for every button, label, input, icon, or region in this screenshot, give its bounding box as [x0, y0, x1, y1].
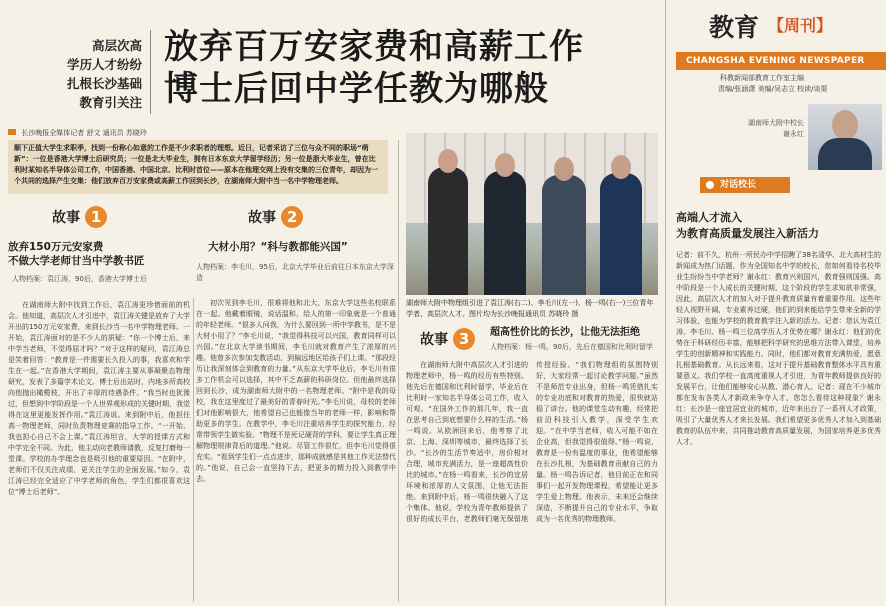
person-1 [428, 167, 468, 295]
principal-body [818, 138, 872, 170]
column-divider-2 [398, 140, 399, 602]
story2-body: 初次见到李毛川，很难将他和北大、东京大学这些名校联系在一起。他戴着眼镜，说话温和，给人的第一印象就是一个普通的年轻老师。“很多人问我，为什么要回到一所中学教书，是不是大材小用了？”李毛川说，“我觉得科技可以兴国，教育同样可以兴国。”在北京大学读书期间，李毛川就对教育产生了浓厚的兴趣。他曾多次参加支教活动，到偏远地区给孩子们上课。“那段经历让我深刻体会到教育的力量。”从东京大学毕业后，李毛川有很多工作机会可以选择，其中不乏高薪的科研岗位。但他最终选择回到长沙，成为湖南师大附中的一名物理老师。“附中是我的母校，我在这里度过了最美好的青春时光。”李毛川说，母校的老师们对他影响很大，他希望自己也能像当年的老师一样，影响和帮助更多的学生。在教学中，李毛川注重培养学生的探究能力，经常带领学生做实验。“物理不是死记硬背的学科，要让学生真正理解物理规律背后的道理。”他说。尽管工作很忙，但李毛川觉得很充实。“看到学生们一点点进步，那种成就感是其他工作无法替代的。”他说，自己会一直坚持下去，把更多的精力投入到教学中去。 [196, 299, 396, 483]
right-column-divider [665, 0, 666, 606]
story2-profile: 人物档案：李毛川，95后，北京大学毕业后前往日本东京大学深造 [196, 263, 394, 282]
person-3 [542, 175, 586, 295]
story3-title: 超高性价比的长沙，让他无法拒绝 [490, 327, 640, 338]
story1-number-badge: 1 [85, 206, 107, 228]
main-headline: 放弃百万安家费和高薪工作 博士后回中学任教为哪般 [164, 27, 584, 109]
story3-number-badge: 3 [453, 328, 475, 350]
dialogue-label: 对话校长 [700, 177, 790, 193]
group-photo [406, 133, 658, 295]
dialogue-icon [706, 181, 714, 189]
masthead-credits-1: 科教新闻部教育工作室主编 [720, 74, 804, 82]
story2-header: 故事 2 [248, 206, 303, 228]
intro-box: 顺下正值大学生求职季，找到一份称心如意的工作是不少求职者的理想。近日，记者采访了三位与众不同的职场“萌新”：一位是香港大学博士后研究员；一位是北大毕业生，拥有日本东京大学留学经历；另一位是浙大毕业生，曾在比利时某知名半导体公司工作，中国香港、中国北京、比利时首位——原本在他理交网上没有交集的三位青年，却因为一个共同的选择产生交集：他们放弃百万安家费或高薪工作回到长沙，在湖南师大附中当一名中学物理老师。 [8, 140, 388, 194]
story2-number-badge: 2 [281, 206, 303, 228]
story1-title: 放弃150万元安家费 不做大学老师甘当中学教书匠 [8, 241, 145, 267]
masthead-weekly: 【周刊】 [768, 16, 833, 35]
masthead-credits-2: 责编/张涵潇 美编/吴志立 校读/谈渠 [718, 85, 828, 93]
photo-caption: 湖南师大附中物理组引进了袁江涛(右二)、李毛川(左一)、杨一鸣(右一)三位青年学者、高层次人才。图片均为长沙晚报通讯员 苏晓玲 摄 [406, 299, 654, 318]
story3-body: 在湖南师大附中高层次人才引进的物理老师中，杨一鸣的经历有些特别。他先后在德国和比利时留学，毕业后在比利时一家知名半导体公司工作，收入可观。“在国外工作的那几年，我一直在思考自己到底想要什么样的生活。”杨一鸣说。从欧洲回来后，他考察了北京、上海、深圳等城市，最终选择了长沙。“长沙的生活节奏适中，房价相对合理，城市充满活力，是一座超高性价比的城市。”在杨一鸣看来，长沙的宜居环境和浓厚的人文氛围，让他无法拒绝。来到附中后，杨一鸣很快融入了这个集体。他说，学校为青年教师提供了很好的成长平台，老教师们毫无保留地传授经验。“我们物理组的氛围特别好，大家经常一起讨论教学问题。”虽然不是师范专业出身，但杨一鸣凭借扎实的专业功底和对教育的热爱，很快就站稳了讲台。他的课堂生动有趣，经常把前沿科技引入教学，深受学生欢迎。“在中学当老师，收入可能不如在企业高，但我觉得很值得。”杨一鸣说，教育是一份有温度的事业，他希望能够在长沙扎根，为基础教育贡献自己的力量。杨一鸣告诉记者，他目前正在和同事们一起开发物理课程，希望能让更多学生爱上物理。他表示，未来还会继续深造，不断提升自己的专业水平，争取成为一名优秀的物理教师。 [406, 361, 658, 523]
story1-body: 在湖南师大附中找到工作后，袁江涛更珍惜面前的机会。他知道，高层次人才引进中，袁江涛关键是放弃了大学开出的150万元安家费，来到长沙当一名中学物理老师。一开始，袁江涛面对的是不少人的质疑：“你一个博士后，来中学当老师，不觉得屈才吗？”对于这样的疑问，袁江涛总是笑着回答：“教育是一件需要长久投入的事，我喜欢和学生在一起。”在香港大学期间，袁江涛主要从事凝聚态物理研究，发表了多篇学术论文。博士后出站时，内地多所高校向他抛出橄榄枝，开出了丰厚的待遇条件。“我当时也犹豫过，但想到中学阶段是一个人世界观形成的关键时期，我觉得在这里更能发挥作用。”袁江涛说。来到附中后，他担任高一物理老师，同时负责物理竞赛的指导工作。“一开始，我也担心自己不会上课。”袁江涛坦言，大学的授课方式和中学完全不同。为此，他主动向老教师请教，反复打磨每一堂课。学校的办学理念也是吸引他的重要原因。“在附中，老师们不仅关注成绩，更关注学生的全面发展。”如今，袁江涛已经完全适应了中学老师的角色，学生们都很喜欢这位“博士后老师”。 [8, 301, 190, 496]
story1-header: 故事 1 [52, 206, 107, 228]
kicker-text: 高层次高 学历人才纷纷 扎根长沙基础 教育引关注 [66, 38, 142, 110]
masthead-english-bar: CHANGSHA EVENING NEWSPAPER [676, 52, 886, 70]
masthead [676, 0, 886, 98]
story3-header: 故事 3 [420, 328, 475, 350]
person-3-head [554, 157, 574, 181]
person-2-head [495, 153, 515, 177]
principal-title: 高端人才流入 为教育高质量发展注入新活力 [676, 211, 819, 240]
pen-icon [8, 129, 16, 135]
masthead-title: 教育 [709, 13, 760, 42]
principal-body: 记者：前不久，杭州一所民办中学招聘了38名清华、北大高材生的新闻成为热门话题，作为全国知名中学的校长，您如何看待名校毕业生纷纷当中学老师？谢永红：教育兴则国兴，教育强则国强。高中阶段是一个人成长的关键时期，这个阶段的学生求知欲非常强，因此，高层次人才的加入对于提升教育质量有着重要作用。这些年轻人视野开阔，专业素养过硬，他们的到来能给学生带来全新的学习体验，也能为学校的教育教学注入新的活力。记者：您认为袁江涛、李毛川、杨一鸣三位高学历人才优势在哪？谢永红：他们的优势在于科研经历丰富，能够把科学研究的思维方法带入课堂，培养学生的创新精神和实践能力。同时，他们都对教育充满热爱，愿意扎根基础教育。从长远来看，这对于提升基础教育整体水平具有重要意义。我们学校一直高度重视人才引进，为青年教师提供良好的发展平台，让他们能够安心从教、潜心育人。记者：现在不少城市都在发布各类人才新政来争夺人才，您怎么看待这种现象？谢永红：长沙是一座宜居宜业的城市，近年来出台了一系列人才政策，吸引了大量优秀人才来长发展。我们希望更多优秀人才加入到基础教育的队伍中来，共同推动教育高质量发展，为国家培养更多优秀人才。 [676, 251, 881, 446]
person-2 [484, 171, 526, 295]
person-4-head [611, 155, 631, 179]
story2-title: 大材小用？“科与教都能兴国” [208, 241, 348, 253]
person-1-head [438, 149, 458, 173]
story3-profile: 人物档案：杨一鸣，90后，先后在德国和比利时留学 [490, 343, 653, 351]
principal-caption: 湖南师大附中校长谢永红 [748, 119, 804, 138]
column-divider-1 [193, 298, 194, 602]
person-4 [600, 173, 642, 295]
kicker-divider [150, 30, 151, 114]
principal-head [832, 110, 858, 140]
principal-portrait [808, 104, 882, 170]
reporter-line: 长沙晚报全媒体记者 舒文 通讯员 苏晓玲 [8, 128, 568, 138]
story1-profile: 人物档案：袁江涛，90后，香港大学博士后 [12, 275, 147, 283]
